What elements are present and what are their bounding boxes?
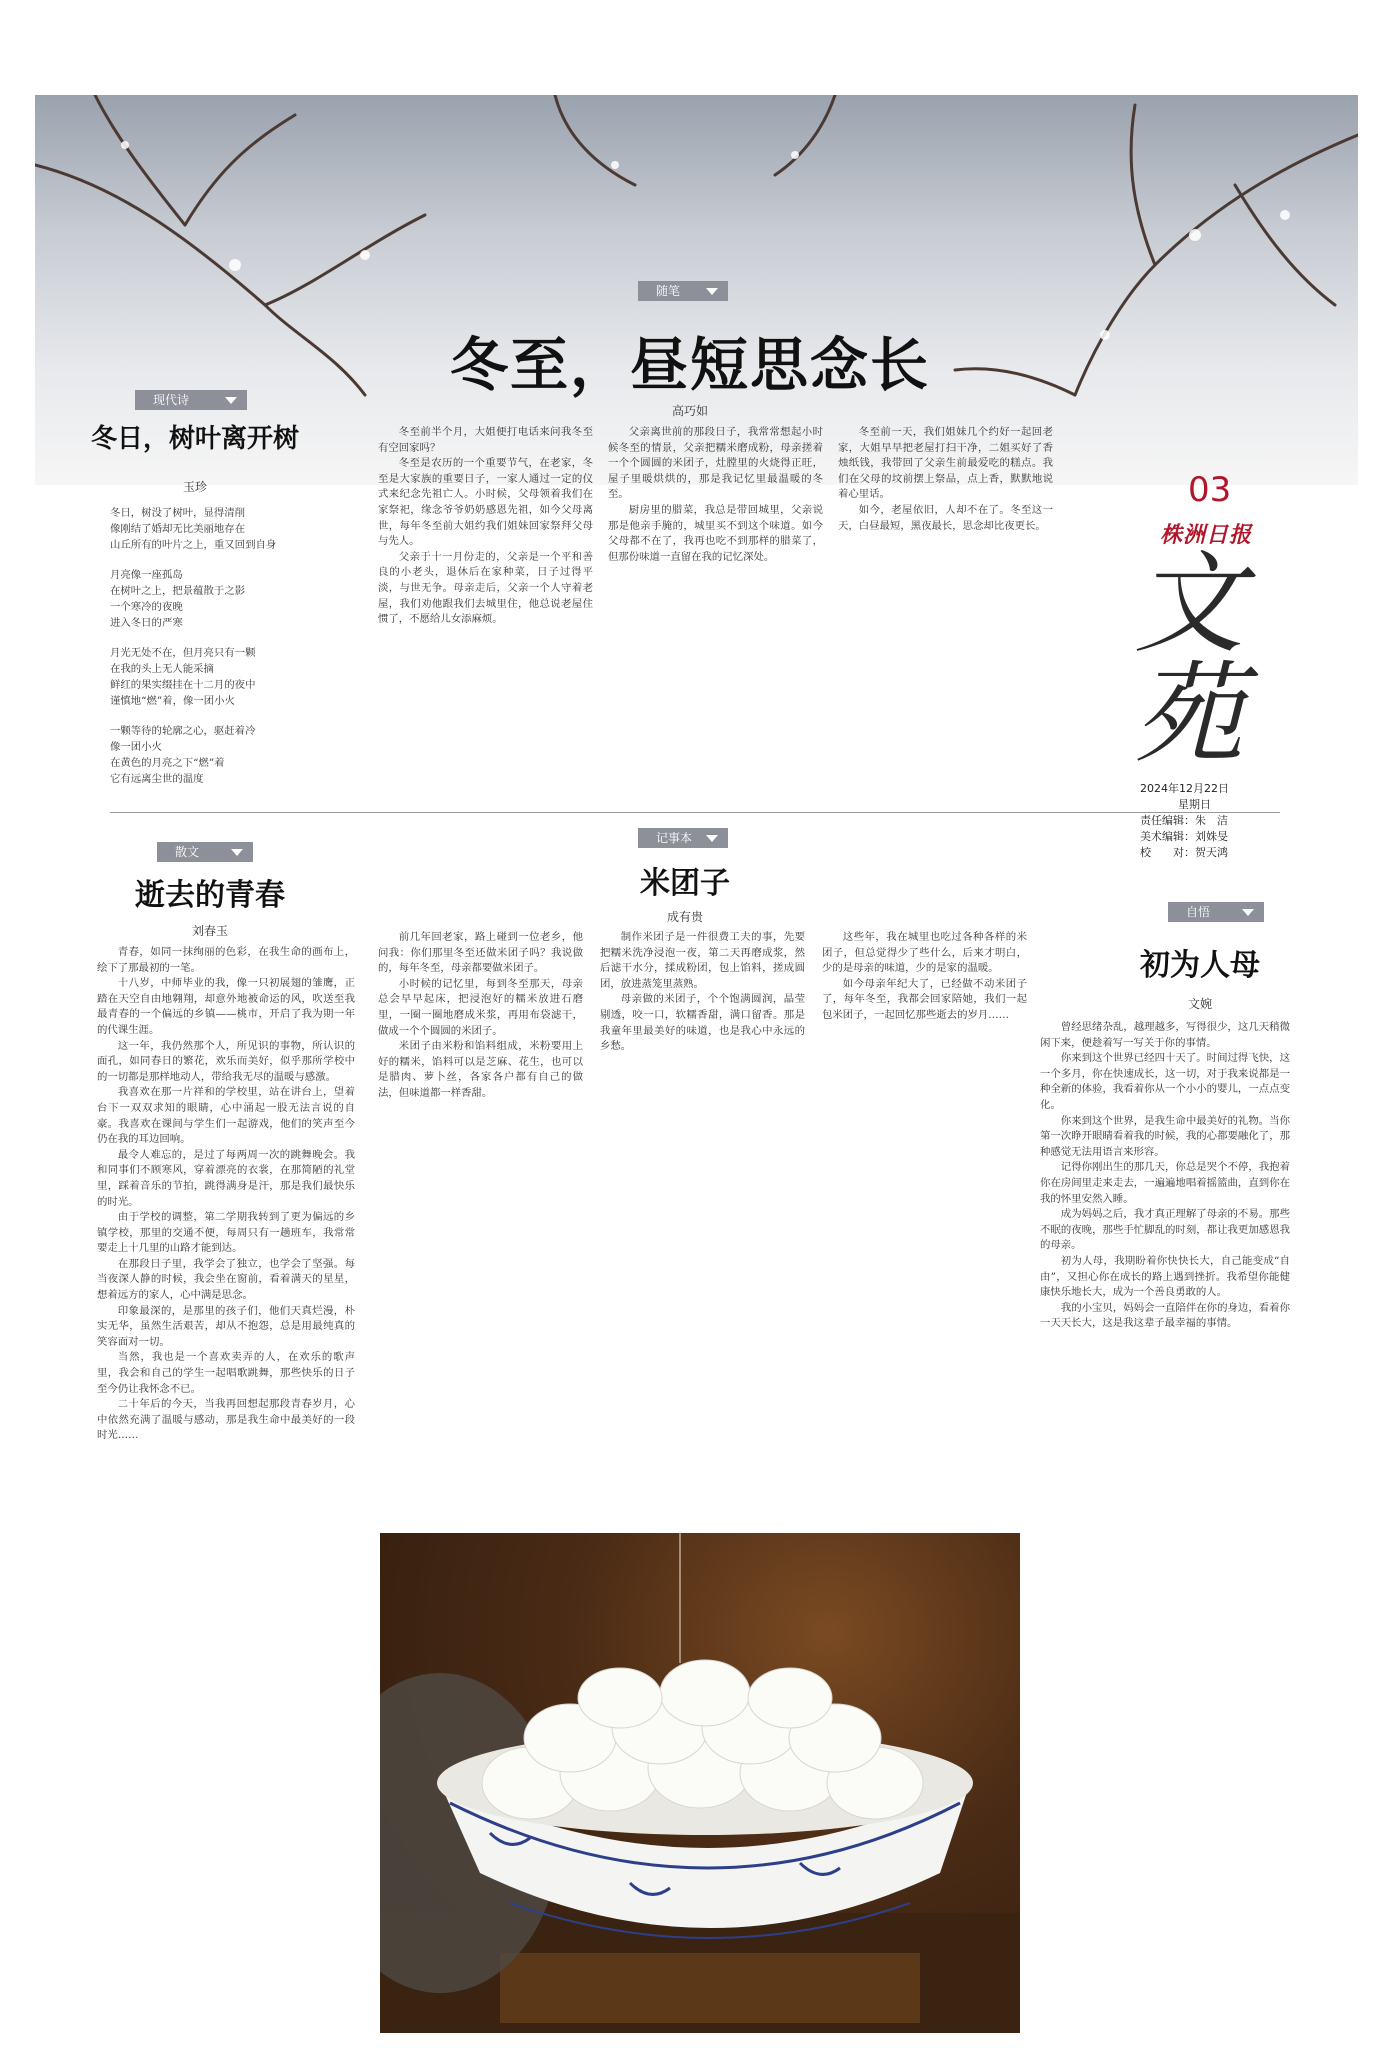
essay-mid-column-2: 制作米团子是一件很费工夫的事，先要把糯米洗净浸泡一夜，第二天再磨成浆，然后滤干水分，揉成粉团，包上馅料，搓成圆团，放进蒸笼里蒸熟。 母亲做的米团子，个个饱满圆润，晶莹剔透，咬一口，软糯香甜，满口留香。那是我童年里最美好的味道，也是我心中永远的乡愁。 bbox=[600, 931, 805, 1053]
page-number: 03 bbox=[1188, 470, 1232, 510]
section-name: 文苑 bbox=[1134, 540, 1244, 778]
triangle-down-icon bbox=[225, 397, 237, 404]
triangle-down-icon bbox=[1242, 909, 1254, 916]
issue-date: 2024年12月22日 bbox=[1140, 782, 1229, 795]
masthead bbox=[1134, 470, 1254, 861]
issue-meta bbox=[1140, 781, 1254, 861]
essay-right-author: 文婉 bbox=[1187, 997, 1212, 1011]
feature-column-2: 父亲离世前的那段日子，我常常想起小时候冬至的情景，父亲把糯米磨成粉，母亲搓着一个个圆圆的米团子，灶膛里的火烧得正旺，屋子里暖烘烘的，那是我记忆里最温暖的冬至。 厨房里的腊菜，我总是带回城里，父亲说那是他亲手腌的，城里买不到这个味道。如今父母都不在了，我再也吃不到那样的腊菜了，但那份味道一直留在我的记忆深处。 bbox=[608, 426, 823, 563]
paper-name: 株洲日报 bbox=[1160, 522, 1253, 548]
triangle-down-icon bbox=[706, 835, 718, 842]
poem-tag: 现代诗 bbox=[135, 390, 247, 410]
editor-line: 责任编辑：朱 洁 bbox=[1140, 814, 1228, 827]
essay-mid-column-3: 这些年，我在城里也吃过各种各样的米团子，但总觉得少了些什么，后来才明白，少的是母亲的味道，少的是家的温暖。 如今母亲年纪大了，已经做不动米团子了，每年冬至，我都会回家陪她，我们一起包米团子，一起回忆那些逝去的岁月…… bbox=[822, 931, 1027, 1021]
feature-column-1: 冬至前半个月，大姐便打电话来问我冬至有空回家吗？ 冬至是农历的一个重要节气，在老家，冬至是大家族的重要日子，一家人通过一定的仪式来纪念先祖亡人。小时候，父母领着我们在家祭祀，缘念爷爷奶奶感恩先祖，如今父母离世，每年冬至前大姐约我们姐妹回家祭拜父母与先人。 父亲于十一月份走的，父亲是一个平和善良的小老头，退休后在家种菜，日子过得平淡，与世无争。母亲走后，父亲一个人守着老屋，我们劝他跟我们去城里住，他总说老屋住惯了，不愿给儿女添麻烦。 bbox=[378, 426, 593, 626]
poem-title: 冬日，树叶离开树 bbox=[90, 424, 299, 454]
essay-mid-tag: 记事本 bbox=[638, 828, 728, 848]
poem-stanza: 冬日，树没了树叶，显得清削 像刚结了婚却无比美丽地存在 山丘所有的叶片之上，重又回到自身 bbox=[110, 507, 277, 551]
poem-body bbox=[110, 505, 360, 795]
triangle-down-icon bbox=[231, 849, 243, 856]
essay-right-title: 初为人母 bbox=[1140, 948, 1260, 983]
tangyuan-photo bbox=[380, 1533, 1020, 2033]
essay-mid-column-1: 前几年回老家，路上碰到一位老乡，他问我：你们那里冬至还做米团子吗？我说做的，每年冬至，母亲都要做米团子。 小时候的记忆里，每到冬至那天，母亲总会早早起床，把浸泡好的糯米放进石磨里，一圈一圈地磨成米浆，再用布袋滤干，做成一个个圆圆的米团子。 米团子由米粉和馅料组成，米粉要用上好的糯米，馅料可以是芝麻、花生，也可以是腊肉、萝卜丝，各家各户都有自己的做法，但味道都一样香甜。 bbox=[378, 931, 583, 1099]
essay-right-tag: 自悟 bbox=[1168, 902, 1264, 922]
section-divider bbox=[110, 812, 1280, 813]
poem-stanza: 月光无处不在，但月亮只有一颗 在我的头上无人能采摘 鲜红的果实缀挂在十二月的夜中 谨慎地“燃”着，像一团小火 bbox=[110, 647, 256, 707]
art-editor-line: 美术编辑：刘姝旻 bbox=[1140, 830, 1228, 843]
feature-author: 高巧如 bbox=[671, 404, 708, 418]
issue-weekday: 星期日 bbox=[1178, 798, 1211, 811]
essay-left-author: 刘春玉 bbox=[191, 924, 228, 938]
feature-title: 冬至，昼短思念长 bbox=[449, 331, 930, 399]
poem-stanza: 月亮像一座孤岛 在树叶之上，把景蕴散于之影 一个寒冷的夜晚 进入冬日的严寒 bbox=[110, 569, 246, 629]
essay-left-tag: 散文 bbox=[157, 842, 253, 862]
essay-left-body: 青春，如同一抹绚丽的色彩，在我生命的画布上，绘下了那最初的一笔。 十八岁，中师毕业的我，像一只初展翅的雏鹰，正踏在天空自由地翱翔，却意外地被命运的风，吹送至我最青春的一个偏远的乡镇——桃市，开启了我为期一年的代课生涯。 这一年，我仍然那个人，所见识的事物，所认识的面孔，如同春日的繁花，欢乐而美好，似乎那所学校中的一切都是那样地动人，带给我无尽的温暖与感激。 我喜欢在那一片祥和的学校里，站在讲台上，望着台下一双双求知的眼睛，心中涌起一股无法言说的自豪。我喜欢在课间与学生们一起游戏，他们的笑声至今仍在我的耳边回响。 最令人难忘的，是过了每两周一次的跳舞晚会。我和同事们不顾寒风，穿着漂亮的衣裳，在那简陋的礼堂里，踩着音乐的节拍，跳得满身是汗，那是我们最快乐的时光。 由于学校的调整，第二学期我转到了更为偏远的乡镇学校，那里的交通不便，每周只有一趟班车，我常常要走上十几里的山路才能到达。 在那段日子里，我学会了独立，也学会了坚强。每当夜深人静的时候，我会坐在窗前，看着满天的星星，想着远方的家人，心中满是思念。 印象最深的，是那里的孩子们，他们天真烂漫，朴实无华，虽然生活艰苦，却从不抱怨，总是用最纯真的笑容面对一切。 当然，我也是一个喜欢卖弄的人，在欢乐的歌声里，我会和自己的学生一起唱歌跳舞，那些快乐的日子至今仍让我怀念不已。 二十年后的今天，当我再回想起那段青春岁月，心中依然充满了温暖与感动，那是我生命中最美好的一段时光…… bbox=[97, 946, 355, 1442]
tangyuan-bowl-illustration bbox=[380, 1533, 1020, 2033]
feature-tag: 随笔 bbox=[638, 281, 728, 301]
essay-right-body: 曾经思绪杂乱，越理越多，写得很少，这几天稍微闲下来，便趁着写一写关于你的事情。 你来到这个世界已经四十天了。时间过得飞快，这一个多月，你在快速成长，这一切，对于我来说都是一种全新的体验，我看着你从一个小小的婴儿，一点点变化。 你来到这个世界，是我生命中最美好的礼物。当你第一次睁开眼睛看着我的时候，我的心都要融化了，那种感觉无法用语言来形容。 记得你刚出生的那几天，你总是哭个不停，我抱着你在房间里走来走去，一遍遍地唱着摇篮曲，直到你在我的怀里安然入睡。 成为妈妈之后，我才真正理解了母亲的不易。那些不眠的夜晚，那些手忙脚乱的时刻，都让我更加感恩我的母亲。 初为人母，我期盼着你快快长大，自己能变成“自由”，又担心你在成长的路上遇到挫折。我希望你能健康快乐地长大，成为一个善良勇敢的人。 我的小宝贝，妈妈会一直陪伴在你的身边，看着你一天天长大，这是我这辈子最幸福的事情。 bbox=[1040, 1021, 1290, 1330]
feature-column-3: 冬至前一天，我们姐妹几个约好一起回老家，大姐早早把老屋打扫干净，二姐买好了香烛纸钱，我带回了父亲生前最爱吃的糕点。我们在父母的坟前摆上祭品，点上香，默默地说着心里话。 如今，老屋依旧，人却不在了。冬至这一天，白昼最短，黑夜最长，思念却比夜更长。 bbox=[838, 426, 1053, 532]
proofreader-line: 校 对：贺天鸿 bbox=[1140, 846, 1228, 859]
poem-author: 玉珍 bbox=[182, 480, 207, 494]
essay-left-title: 逝去的青春 bbox=[135, 878, 285, 913]
poem-stanza: 一颗等待的轮廓之心，驱赶着冷 像一团小火 在黄色的月亮之下“燃”着 它有远离尘世的温度 bbox=[110, 725, 256, 785]
essay-mid-title: 米团子 bbox=[640, 866, 730, 901]
triangle-down-icon bbox=[706, 288, 718, 295]
essay-mid-author: 成有贵 bbox=[666, 910, 703, 924]
